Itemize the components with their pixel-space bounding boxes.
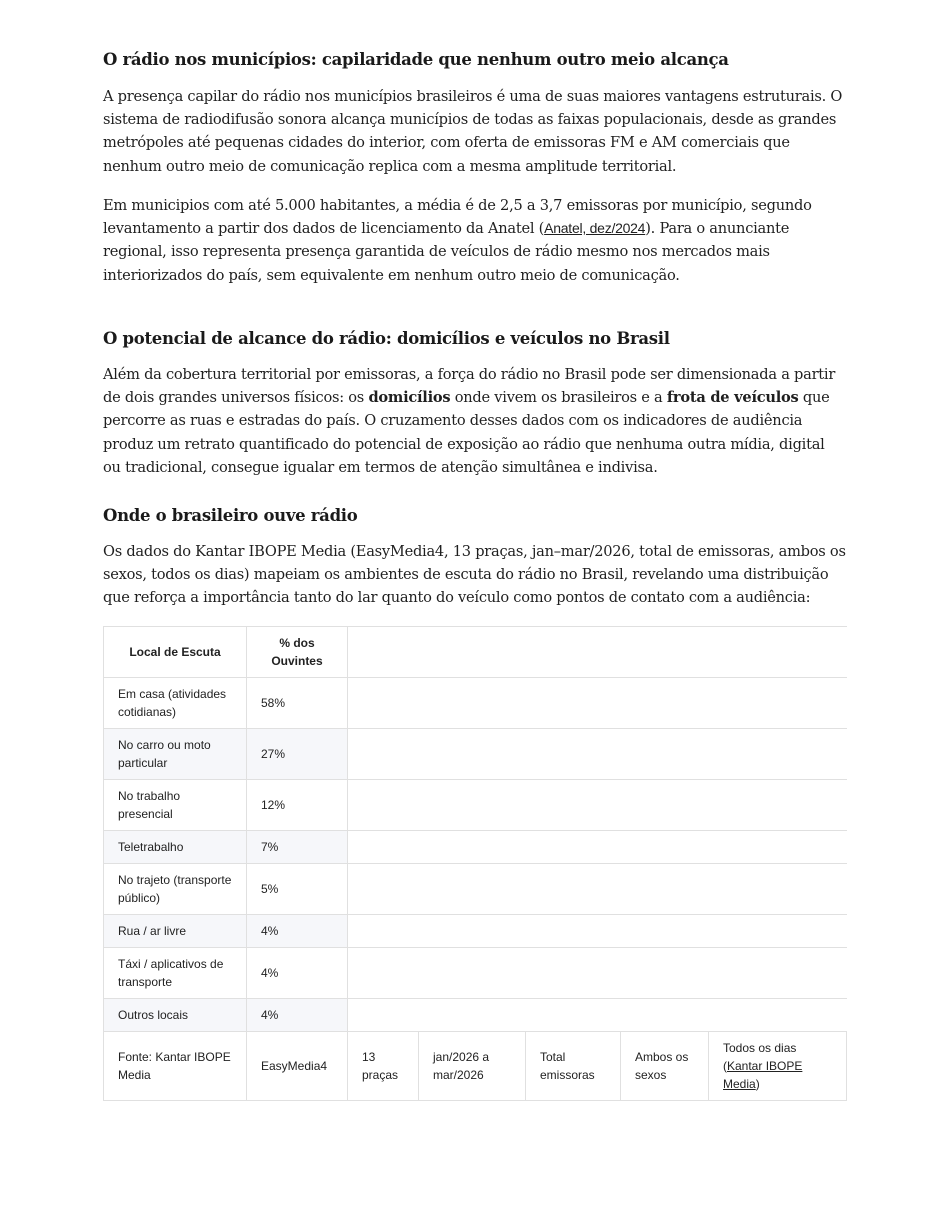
anatel-link[interactable]: Anatel, dez/2024 bbox=[544, 220, 646, 237]
table-row bbox=[104, 864, 847, 915]
empty-cell bbox=[348, 948, 847, 999]
cell-pct: 7% bbox=[247, 831, 348, 864]
paragraph-text: onde vivem os brasileiros e a bbox=[450, 389, 667, 407]
footer-stations: Total emissoras bbox=[526, 1032, 621, 1101]
footer-source: Fonte: Kantar IBOPE Media bbox=[104, 1032, 247, 1101]
cell-local: No carro ou moto particular bbox=[104, 729, 247, 780]
bold-domicilios: domicílios bbox=[368, 389, 451, 407]
cell-local: No trabalho presencial bbox=[104, 780, 247, 831]
table-row bbox=[104, 678, 847, 729]
cell-pct: 4% bbox=[247, 915, 348, 948]
cell-pct: 4% bbox=[247, 999, 348, 1032]
table-footer-row bbox=[104, 1032, 847, 1101]
table-row bbox=[104, 831, 847, 864]
cell-local: No trajeto (transporte público) bbox=[104, 864, 247, 915]
footer-days bbox=[709, 1032, 847, 1101]
empty-cell bbox=[348, 864, 847, 915]
footer-tool: EasyMedia4 bbox=[247, 1032, 348, 1101]
table-row bbox=[104, 729, 847, 780]
section-heading-potencial: O potencial de alcance do rádio: domicílios e veículos no Brasil bbox=[103, 329, 670, 348]
cell-local: Outros locais bbox=[104, 999, 247, 1032]
header-pct: % dos Ouvintes bbox=[247, 627, 348, 678]
footer-period: jan/2026 a mar/2026 bbox=[419, 1032, 526, 1101]
cell-local: Em casa (atividades cotidianas) bbox=[104, 678, 247, 729]
cell-pct: 5% bbox=[247, 864, 348, 915]
bold-frota: frota de veículos bbox=[666, 389, 799, 407]
cell-pct: 58% bbox=[247, 678, 348, 729]
paragraph-emissoras-por-municipio bbox=[103, 194, 846, 287]
cell-local: Teletrabalho bbox=[104, 831, 247, 864]
kantar-link[interactable]: Kantar IBOPE Media bbox=[723, 1059, 803, 1091]
table-row bbox=[104, 780, 847, 831]
listening-locations-table bbox=[103, 626, 847, 1101]
cell-pct: 4% bbox=[247, 948, 348, 999]
paragraph-onde-ouve: Os dados do Kantar IBOPE Media (EasyMedia4, 13 praças, jan–mar/2026, total de emissoras, ambos os sexos, todos os dias) mapeiam os ambientes de escuta do rádio no Brasil, revelando uma distribuição que reforça a importância tanto do lar quanto do veículo como pontos de contato com a audiência: bbox=[103, 543, 846, 607]
footer-days-text: Todos os dias ( bbox=[723, 1041, 797, 1073]
paragraph-text: Além da cobertura territorial por emissoras, a força do rádio no Brasil pode ser dimensionada a partir de dois grandes universos físicos: os bbox=[103, 366, 836, 407]
footer-days-close: ) bbox=[755, 1077, 760, 1091]
empty-cell bbox=[348, 915, 847, 948]
cell-local: Táxi / aplicativos de transporte bbox=[104, 948, 247, 999]
empty-cell bbox=[348, 831, 847, 864]
table-row bbox=[104, 999, 847, 1032]
paragraph-text: ). Para o anunciante regional, isso representa presença garantida de veículos de rádio mesmo nos mercados mais interiorizados do país, sem equivalente em nenhum outro meio de comunicação. bbox=[103, 220, 790, 284]
section-heading-municipios: O rádio nos municípios: capilaridade que nenhum outro meio alcança bbox=[103, 50, 729, 69]
cell-local: Rua / ar livre bbox=[104, 915, 247, 948]
empty-cell bbox=[348, 999, 847, 1032]
header-local: Local de Escuta bbox=[104, 627, 247, 678]
cell-pct: 27% bbox=[247, 729, 348, 780]
footer-markets: 13 praças bbox=[348, 1032, 419, 1101]
paragraph-potencial bbox=[103, 363, 846, 479]
table-header-row bbox=[104, 627, 847, 678]
empty-cell bbox=[348, 729, 847, 780]
paragraph-capilaridade: A presença capilar do rádio nos municípios brasileiros é uma de suas maiores vantagens estruturais. O sistema de radiodifusão sonora alcança municípios de todas as faixas populacionais, desde as grandes metrópoles até pequenas cidades do interior, com oferta de emissoras FM e AM comerciais que nenhum outro meio de comunicação replica com a mesma amplitude territorial. bbox=[103, 88, 843, 175]
paragraph-text: Em municipios com até 5.000 habitantes, a média é de 2,5 a 3,7 emissoras por município, segundo levantamento a partir dos dados de licenciamento da Anatel ( bbox=[103, 197, 812, 238]
empty-cell bbox=[348, 627, 847, 678]
empty-cell bbox=[348, 678, 847, 729]
table-row bbox=[104, 948, 847, 999]
empty-cell bbox=[348, 780, 847, 831]
footer-sexes: Ambos os sexos bbox=[621, 1032, 709, 1101]
cell-pct: 12% bbox=[247, 780, 348, 831]
table-row bbox=[104, 915, 847, 948]
paragraph-text: que percorre as ruas e estradas do país. O cruzamento desses dados com os indicadores de audiência produz um retrato quantificado do potencial de exposição ao rádio que nenhuma outra mídia, digital ou tradicional, consegue igualar em termos de atenção simultânea e indivisa. bbox=[103, 389, 830, 476]
section-heading-onde-ouve: Onde o brasileiro ouve rádio bbox=[103, 506, 358, 525]
